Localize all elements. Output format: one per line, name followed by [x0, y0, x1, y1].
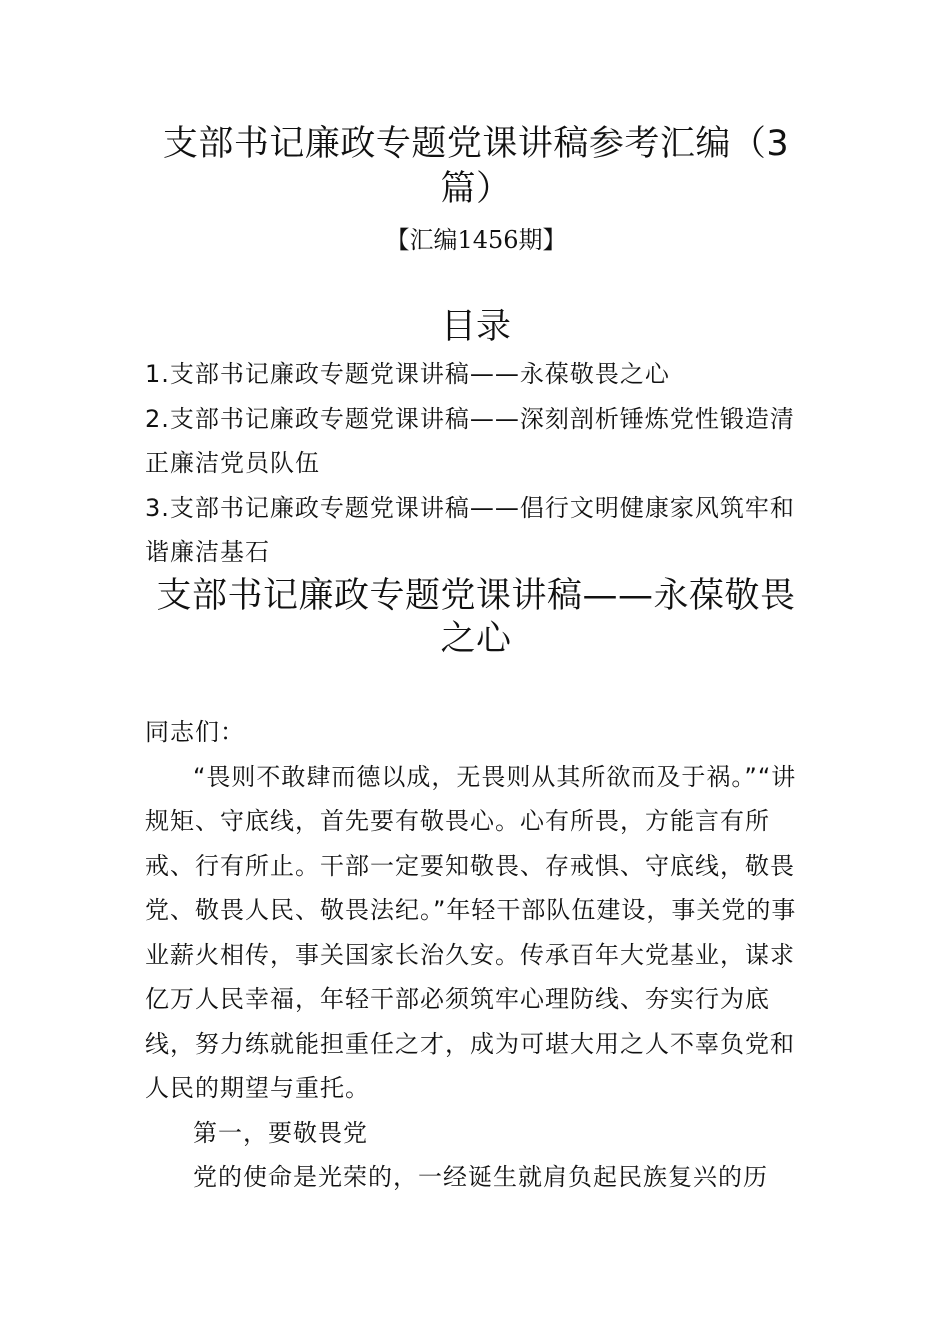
section-body [145, 710, 807, 1200]
subheading-paragraph: 第一，要敬畏党 [193, 1118, 368, 1147]
document-title: 支部书记廉政专题党课讲稿参考汇编（3篇） [162, 124, 790, 209]
toc-item-2[interactable]: 2.支部书记廉政专题党课讲稿——深刻剖析锤炼党性锻造清正廉洁党员队伍 [145, 404, 795, 477]
toc-item-1[interactable]: 1.支部书记廉政专题党课讲稿——永葆敬畏之心 [145, 360, 670, 388]
body-paragraph: “畏则不敢肆而德以成，无畏则从其所欲而及于祸。”“讲规矩、守底线，首先要有敬畏心。心有所畏，方能言有所戒、行有所止。干部一定要知敬畏、存戒惧、守底线，敬畏党、敬畏人民、敬畏法纪。”年轻干部队伍建设，事关党的事业薪火相传，事关国家长治久安。传承百年大党基业，谋求亿万人民幸福，年轻干部必须筑牢心理防线、夯实行为底线，努力练就能担重任之才，成为可堪大用之人不辜负党和人民的期望与重托。 [145, 762, 797, 1102]
toc-item-3[interactable]: 3.支部书记廉政专题党课讲稿——倡行文明健康家风筑牢和谐廉洁基石 [145, 493, 795, 566]
body-paragraph: 党的使命是光荣的，一经诞生就肩负起民族复兴的历 [193, 1163, 768, 1191]
toc-heading: 目录 [440, 307, 511, 347]
salutation: 同志们： [145, 718, 245, 746]
issue-number: 【汇编1456期】 [385, 226, 567, 254]
table-of-contents [145, 352, 807, 575]
section-title: 支部书记廉政专题党课讲稿——永葆敬畏之心 [156, 576, 796, 659]
